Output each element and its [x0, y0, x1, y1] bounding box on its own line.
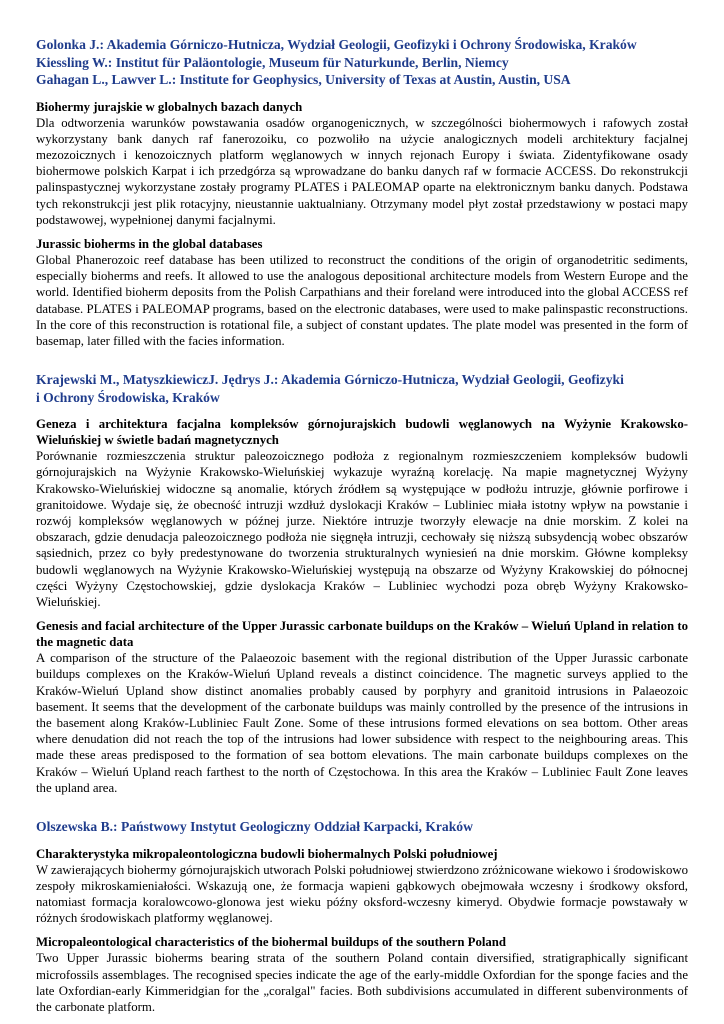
- abstract-golonka: [36, 36, 688, 349]
- abstract-title-english: Genesis and facial architecture of the Upper Jurassic carbonate buildups on the Kraków – Wieluń Upland in relation to the magnetic data: [36, 619, 688, 650]
- author-affiliations: [36, 36, 688, 89]
- abstract-title-polish: Geneza i architektura facjalna kompleksów górnojurajskich budowli węglanowych na Wyżynie Krakowsko-Wieluńskiej w świetle badań magnetycznych: [36, 417, 688, 448]
- author-affiliations: [36, 818, 688, 836]
- abstract-krajewski: [36, 371, 688, 796]
- abstract-body-polish: W zawierających biohermy górnojurajskich utworach Polski południowej stwierdzono zróżnicowane wiekowo i środowiskowo zespoły mikroskamieniałości. Wskazują one, że formacja wapieni gąbkowych obejmowała wczesny i środkowy oksford, natomiast formacja koralowcowo-glonowa jest wieku późny oksford-wczesny kimeryd. Obydwie formacje powstawały w różnych środowiskach platformy węglanowej.: [36, 862, 688, 926]
- author-line: Olszewska B.: Państwowy Instytut Geologiczny Oddział Karpacki, Kraków: [36, 819, 473, 834]
- abstract-title-english: Micropaleontological characteristics of the biohermal buildups of the southern Poland: [36, 935, 507, 950]
- author-line: i Ochrony Środowiska, Kraków: [36, 389, 220, 405]
- abstract-body-polish: Porównanie rozmieszczenia struktur paleozoicznego podłoża z regionalnym rozmieszczeniem kompleksów budowli górnojurajskich na Wyżynie Krakowsko-Wieluńskiej wykazuje wyraźną korelację. Na mapie magnetycznej Wyżyny Krakowsko-Wieluńskiej widoczne są anomalie, których źródłem są występujące w podłożu intruzje, głównie porfirowe i granitoidowe. Wydaje się, że obecność intruzji wzdłuż dyslokacji Kraków – Lubliniec miała istotny wpływ na powstanie i rozwój kompleksów węglanowych w późnej jurze. Niektóre intruzje tworzyły elewacje na dnie morskim. Z kolei na obszarach, gdzie denudacja paleozoicznego podłoża nie sięgnęła intruzji, cechowały się niższą subsydencją wobec obszarów sąsiednich, przez co były predestynowane do tworzenia strukturalnych wyniesień na dnie morskim. Główne kompleksy budowli węglanowych na Wyżynie Krakowsko-Wieluńskiej występują na obszarze od Wyżyny Krakowskiej do północnej części Wyżyny Częstochowskiej, gdzie dyslokacja Kraków – Lubliniec wychodzi poza obręb Wyżyny Krakowsko-Wieluńskiej.: [36, 449, 688, 609]
- abstract-olszewska: [36, 818, 688, 1015]
- abstract-body-english: A comparison of the structure of the Palaeozoic basement with the regional distribution of the Upper Jurassic carbonate buildups complexes on the Kraków-Wieluń Upland reveals a distinct coincidence. The magnetic surveys applied to the Kraków-Wieluń Upland show distinct anomalies probably caused by porphyry and granitoid intrusions in Palaeozoic basement. It seems that the development of the carbonate buildups was mainly controlled by the presence of the intrusions in the basement along Kraków-Lubliniec Fault Zone. Some of these intrusions formed elevations on sea bottom. Other areas where denudation did not reach the top of the intrusions had lower subsidence with respect to the neighbouring areas. This made these areas predisposed to the formation of sea bottom elevations. The main carbonate buildups complexes on the Kraków – Wieluń Upland reach farthest to the north of Częstochowa. In this area the Kraków – Lubliniec Fault Zone leaves the upland area.: [36, 651, 688, 795]
- author-line: Golonka J.: Akademia Górniczo-Hutnicza, Wydział Geologii, Geofizyki i Ochrony Środowiska, Kraków: [36, 37, 637, 52]
- author-line: Gahagan L., Lawver L.: Institute for Geophysics, University of Texas at Austin, Austin, USA: [36, 72, 571, 87]
- author-affiliations: [36, 371, 688, 406]
- abstract-title-polish: Biohermy jurajskie w globalnych bazach danych: [36, 99, 303, 114]
- abstract-title-polish: Charakterystyka mikropaleontologiczna budowli biohermalnych Polski południowej: [36, 846, 498, 861]
- author-line: Krajewski M., MatyszkiewiczJ. Jędrys J.: Akademia Górniczo-Hutnicza, Wydział Geologii, Geofizyki: [36, 372, 624, 388]
- author-line: Kiessling W.: Institut für Paläontologie, Museum für Naturkunde, Berlin, Niemcy: [36, 54, 509, 70]
- abstract-body-english: Two Upper Jurassic bioherms bearing strata of the southern Poland contain diversified, stratigraphically significant microfossils assemblages. The recognised species indicate the age of the early-middle Oxfordian for the sponge facies and the late Oxfordian-early Kimmeridgian for the „coralgal" facies. Both subdivisions accumulated in different subenvironments of the carbonate platform.: [36, 951, 688, 1014]
- abstract-body-polish: Dla odtworzenia warunków powstawania osadów organogenicznych, w szczególności biohermowych i rafowych został wykorzystany bank danych raf fanerozoiku, co pozwoliło na użycie analogicznych modeli architektury facjalnej mezozoicznych i kenozoicznych platform węglanowych w innych rejonach Europy i świata. Zidentyfikowane osady biohermowe polskich Karpat i ich przedgórza są wprowadzane do banku danych raf w formacie ACCESS. Do rekonstrukcji palinspastycznej wykorzystane zostały programy PLATES i PALEOMAP oparte na elektronicznym banku danych. Podstawa tych rekonstrukcji jest plik rotacyjny, nieustannie uaktualniany. Otrzymany model płyt został przedstawiony w postaci mapy podstawowej, wypełnionej danymi facjalnymi.: [36, 115, 688, 227]
- abstract-title-english: Jurassic bioherms in the global databases: [36, 236, 263, 251]
- abstract-body-english: Global Phanerozoic reef database has been utilized to reconstruct the conditions of the origin of organodetritic sediments, especially bioherms and reefs. It allowed to use the analogous depositional architecture models from Western Europe and the world. Identified bioherm deposits from the Polish Carpathians and their foreland were introduced into the global ACCESS ref database. PLATES i PALEOMAP programs, based on the electronic databases, were used to make palinspastic reconstructions. In the core of this reconstruction is rotational file, a subject of constant updates. The plate model was presented in the form of basemap, later filled with the facies information.: [36, 252, 688, 348]
